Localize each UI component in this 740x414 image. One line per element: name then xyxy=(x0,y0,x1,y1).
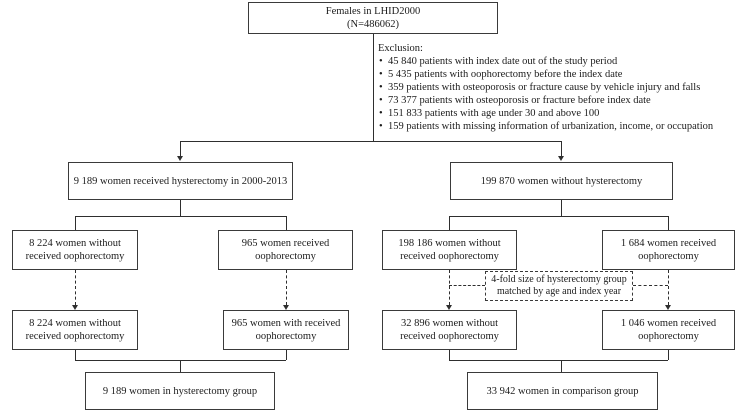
box-source-population xyxy=(248,2,498,34)
hysterectomy-cohort-label: 9 189 women received hysterectomy in 2000-2013 xyxy=(73,175,288,187)
arrowhead-comp-left-matched xyxy=(446,305,452,310)
connector-drop-comparison xyxy=(561,141,562,157)
exclusion-item: • 45 840 patients with index date out of the study period xyxy=(378,55,723,68)
comp-received-oophorectomy-matched-label: 1 046 women received oophorectomy xyxy=(620,318,717,342)
box-comp-without-oophorectomy-matched xyxy=(382,310,517,350)
box-comp-without-oophorectomy xyxy=(382,230,517,270)
comp-without-oophorectomy-matched-label: 32 896 women without received oophorectomy xyxy=(400,318,499,342)
connector-merge-comp-bar xyxy=(449,360,668,361)
connector-top-stem xyxy=(373,34,374,141)
arrowhead-hys-right-final xyxy=(283,305,289,310)
connector-drop-comp-left xyxy=(449,216,450,230)
source-population-name: Females in LHID2000 xyxy=(325,6,421,17)
connector-merge-comp-stem xyxy=(561,360,562,372)
arrowhead-hysterectomy xyxy=(177,156,183,161)
hys-received-oophorectomy-label: 965 women received oophorectomy xyxy=(241,238,330,262)
connector-hys-stem xyxy=(180,200,181,216)
hys-with-oophorectomy-final-label: 965 women with received oophorectomy xyxy=(231,318,341,342)
matching-note-label: 4-fold size of hysterectomy group matched by age and index year xyxy=(491,274,627,297)
source-population-count: (N=486062) xyxy=(347,19,399,30)
box-hys-without-oophorectomy xyxy=(12,230,138,270)
connector-merge-hys-stem xyxy=(180,360,181,372)
no-hysterectomy-cohort-label: 199 870 women without hysterectomy xyxy=(480,175,643,187)
connector-dashed-note-right xyxy=(633,285,668,286)
connector-drop-comp-right xyxy=(668,216,669,230)
connector-merge-comp-right xyxy=(668,350,669,360)
exclusion-criteria-block xyxy=(378,42,723,133)
hys-without-oophorectomy-label: 8 224 women without received oophorectomy xyxy=(25,238,125,262)
comp-received-oophorectomy-label: 1 684 women received oophorectomy xyxy=(620,238,717,262)
connector-comp-stem xyxy=(561,200,562,216)
connector-dashed-hys-right xyxy=(286,270,287,305)
box-comp-received-oophorectomy xyxy=(602,230,735,270)
connector-merge-hys-right xyxy=(286,350,287,360)
box-comparison-group xyxy=(467,372,658,410)
connector-merge-hys-left xyxy=(75,350,76,360)
connector-comp-branch xyxy=(449,216,668,217)
box-hys-with-oophorectomy-final xyxy=(223,310,349,350)
box-matching-note xyxy=(485,271,633,301)
connector-drop-hys-left xyxy=(75,216,76,230)
connector-dashed-note-left xyxy=(449,285,485,286)
exclusion-item: • 73 377 patients with osteoporosis or fracture before index date xyxy=(378,94,723,107)
comparison-group-label: 33 942 women in comparison group xyxy=(486,385,639,397)
box-hys-received-oophorectomy xyxy=(218,230,353,270)
exclusion-item: • 359 patients with osteoporosis or fracture cause by vehicle injury and falls xyxy=(378,81,723,94)
hysterectomy-group-label: 9 189 women in hysterectomy group xyxy=(102,385,258,397)
connector-drop-hysterectomy xyxy=(180,141,181,157)
connector-top-branch xyxy=(180,141,561,142)
exclusion-item: • 151 833 patients with age under 30 and above 100 xyxy=(378,107,723,120)
arrowhead-comparison xyxy=(558,156,564,161)
box-hys-without-oophorectomy-final xyxy=(12,310,138,350)
box-hysterectomy-cohort xyxy=(68,162,293,200)
hys-without-oophorectomy-final-label: 8 224 women without received oophorectomy xyxy=(25,318,125,342)
connector-hys-branch xyxy=(75,216,286,217)
connector-merge-comp-left xyxy=(449,350,450,360)
exclusion-heading: Exclusion: xyxy=(378,43,423,54)
exclusion-items xyxy=(378,55,723,133)
connector-dashed-comp-left xyxy=(449,270,450,305)
arrowhead-hys-left-final xyxy=(72,305,78,310)
box-no-hysterectomy-cohort xyxy=(450,162,673,200)
box-hysterectomy-group xyxy=(85,372,275,410)
box-comp-received-oophorectomy-matched xyxy=(602,310,735,350)
connector-dashed-comp-right xyxy=(668,270,669,305)
exclusion-item: • 159 patients with missing information of urbanization, income, or occupation xyxy=(378,120,723,133)
arrowhead-comp-right-matched xyxy=(665,305,671,310)
exclusion-item: • 5 435 patients with oophorectomy before the index date xyxy=(378,68,723,81)
connector-drop-hys-right xyxy=(286,216,287,230)
connector-dashed-hys-left xyxy=(75,270,76,305)
comp-without-oophorectomy-label: 198 186 women without received oophorectomy xyxy=(398,238,501,262)
